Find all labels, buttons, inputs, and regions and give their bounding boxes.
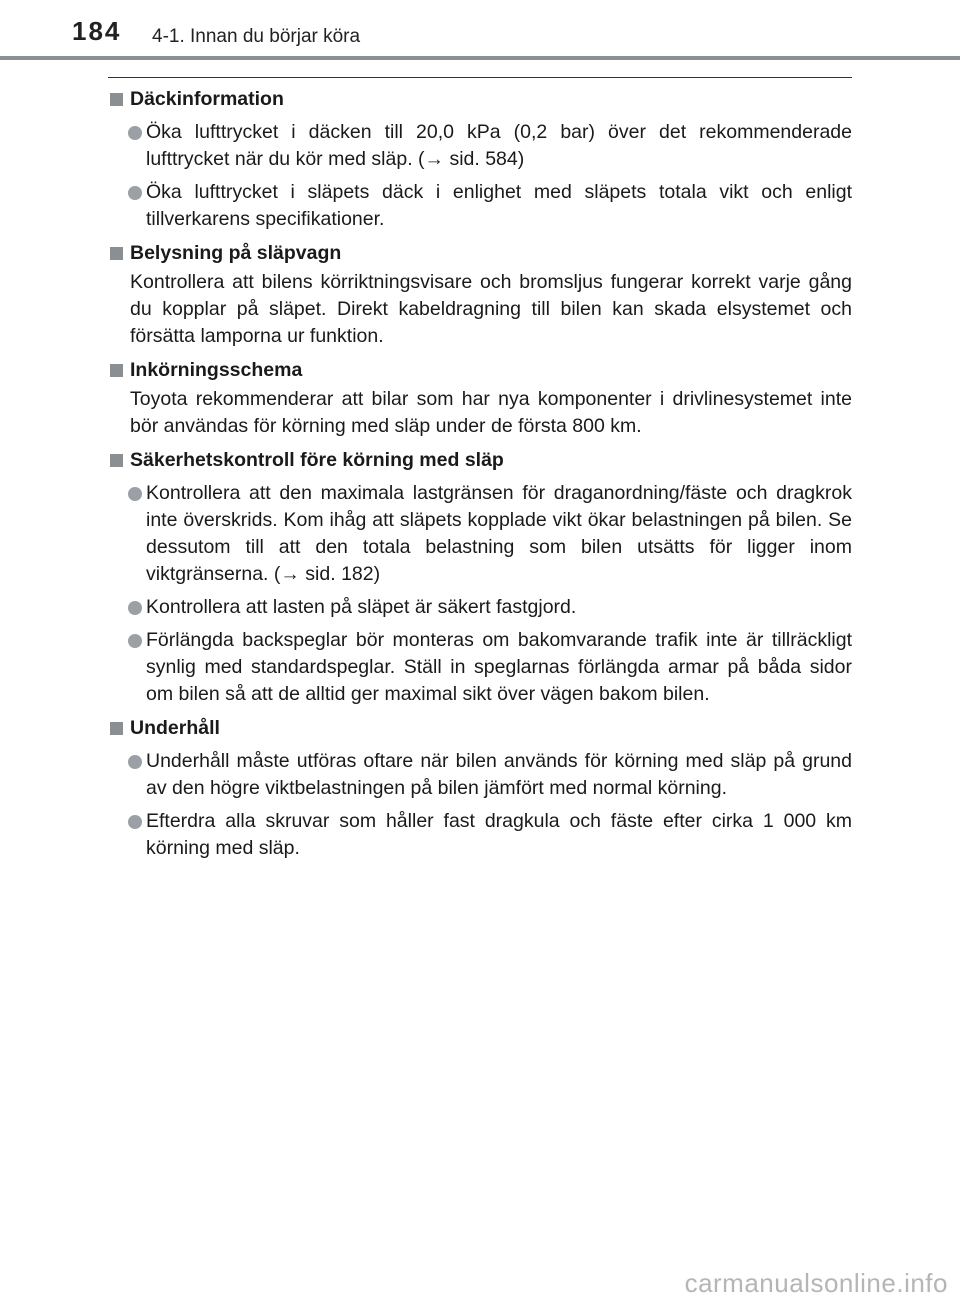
list-item-text: Kontrollera att lasten på släpet är säkert fastgjord. <box>146 596 577 618</box>
list-item-text: Efterdra alla skruvar som håller fast dragkula och fäste efter cirka 1 000 km körning med släp. <box>146 810 852 859</box>
section-paragraph: Toyota rekommenderar att bilar som har nya komponenter i drivlinesystemet inte bör användas för körning med släp under de första 800 km. <box>130 388 852 437</box>
section-paragraph: Kontrollera att bilens körriktningsvisare och bromsljus fungerar korrekt varje gång du kopplar på släpet. Direkt kabeldragning till bilen kan skada elsystemet och försätta lamporna ur funktion. <box>130 271 852 347</box>
list-item <box>108 480 852 588</box>
circle-bullet-icon <box>128 487 142 501</box>
section-title-text: Däckinformation <box>130 88 284 110</box>
square-bullet-icon <box>110 93 123 106</box>
list-item-text: Öka lufttrycket i däcken till 20,0 kPa (0,2 bar) över det rekommenderade lufttrycket när du kör med släp. (→ sid. 584) <box>146 121 852 170</box>
list-item-text: Öka lufttrycket i släpets däck i enlighet med släpets totala vikt och enligt tillverkarens specifikationer. <box>146 181 852 230</box>
list-item-text: Underhåll måste utföras oftare när bilen används för körning med släp på grund av den högre viktbelastningen på bilen jämfört med normal körning. <box>146 750 852 799</box>
section-title <box>108 86 852 113</box>
square-bullet-icon <box>110 247 123 260</box>
circle-bullet-icon <box>128 634 142 648</box>
square-bullet-icon <box>110 454 123 467</box>
section-title-text: Belysning på släpvagn <box>130 242 342 264</box>
section-title <box>108 715 852 742</box>
list-item <box>108 594 852 621</box>
circle-bullet-icon <box>128 815 142 829</box>
circle-bullet-icon <box>128 755 142 769</box>
list-item <box>108 179 852 233</box>
content-divider <box>108 77 852 78</box>
square-bullet-icon <box>110 722 123 735</box>
list-item <box>108 627 852 708</box>
list-item <box>108 748 852 802</box>
circle-bullet-icon <box>128 601 142 615</box>
square-bullet-icon <box>110 364 123 377</box>
watermark-link[interactable]: carmanualsonline.info <box>684 1268 948 1298</box>
section-title-text: Underhåll <box>130 717 220 739</box>
list-item-text: Förlängda backspeglar bör monteras om bakomvarande trafik inte är tillräckligt synlig med standardspeglar. Ställ in speglarnas förlängda armar på båda sidor om bilen så att de alltid ger maximal sikt över vägen bakom bilen. <box>146 629 852 705</box>
list-item <box>108 808 852 862</box>
page-header <box>0 0 960 60</box>
page-content <box>108 86 852 864</box>
section-title <box>108 357 852 384</box>
page-number: 184 <box>72 16 122 46</box>
circle-bullet-icon <box>128 126 142 140</box>
circle-bullet-icon <box>128 186 142 200</box>
section-title-text: Säkerhetskontroll före körning med släp <box>130 449 504 471</box>
list-item-text: Kontrollera att den maximala lastgränsen för draganordning/fäste och dragkrok inte överskrids. Kom ihåg att släpets kopplade vikt ökar belastningen på bilen. Se dessutom till att den totala belastning som bilen utsätts för ligger inom viktgränserna. (→ sid. 182) <box>146 482 852 585</box>
list-item <box>108 119 852 173</box>
section-title <box>108 447 852 474</box>
chapter-title: 4-1. Innan du börjar köra <box>152 26 361 47</box>
section-title-text: Inkörningsschema <box>130 359 303 381</box>
section-title <box>108 240 852 267</box>
header-divider <box>0 56 960 60</box>
